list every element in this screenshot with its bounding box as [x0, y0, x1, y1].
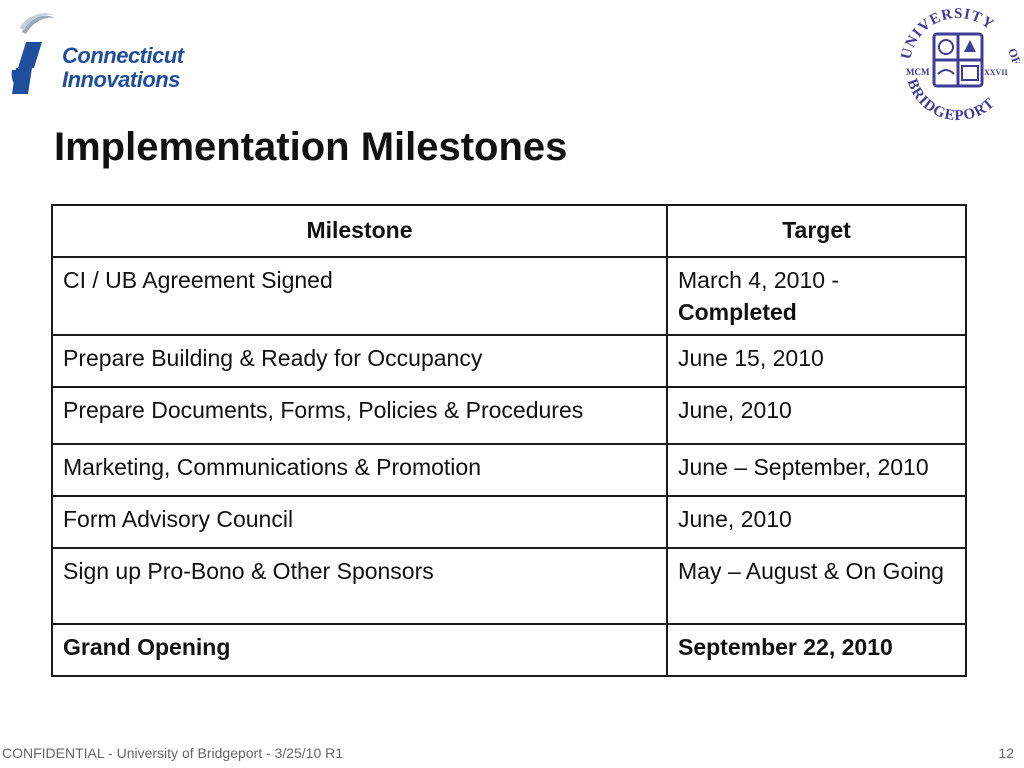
ci-logo-line2: Innovations [62, 67, 180, 92]
ub-shield-icon [934, 34, 982, 86]
milestone-cell: Prepare Documents, Forms, Policies & Procedures [52, 387, 667, 444]
target-cell: May – August & On Going [667, 548, 966, 624]
target-cell: June, 2010 [667, 387, 966, 444]
ub-seal-bottom-text: BRIDGEPORT [903, 76, 999, 122]
target-date: March 4, 2010 - [678, 267, 840, 293]
ub-seal-left-mark: MCM [906, 67, 930, 77]
table-row [52, 624, 966, 676]
ci-swoosh-icon [6, 8, 62, 100]
target-cell: June, 2010 [667, 496, 966, 548]
ub-seal-right-mark: XXVII [984, 68, 1008, 77]
milestone-cell: Grand Opening [52, 624, 667, 676]
page-number: 12 [998, 745, 1014, 761]
milestone-cell: CI / UB Agreement Signed [52, 257, 667, 335]
target-cell: June 15, 2010 [667, 335, 966, 387]
ub-seal-top-text: UNIVERSITY [898, 5, 998, 61]
target-cell: June – September, 2010 [667, 444, 966, 496]
table-row [52, 335, 966, 387]
target-status: Completed [678, 299, 797, 325]
milestone-cell: Marketing, Communications & Promotion [52, 444, 667, 496]
column-header-target: Target [667, 205, 966, 257]
target-cell: September 22, 2010 [667, 624, 966, 676]
svg-text:BRIDGEPORT [904, 77, 999, 122]
target-cell [667, 257, 966, 335]
milestone-cell: Prepare Building & Ready for Occupancy [52, 335, 667, 387]
university-of-bridgeport-seal [896, 4, 1020, 122]
page-title: Implementation Milestones [54, 125, 568, 169]
table-row [52, 387, 966, 444]
footer-confidential-text: CONFIDENTIAL - University of Bridgeport - 3/25/10 R1 [2, 745, 344, 761]
column-header-milestone: Milestone [52, 205, 667, 257]
table-header-row [52, 205, 966, 257]
milestone-cell: Sign up Pro-Bono & Other Sponsors [52, 548, 667, 624]
milestones-table [51, 204, 967, 677]
milestone-cell: Form Advisory Council [52, 496, 667, 548]
connecticut-innovations-logo [6, 8, 206, 100]
table-row [52, 496, 966, 548]
ub-seal-of-text: OF [1005, 46, 1020, 67]
table-row [52, 444, 966, 496]
table-row [52, 257, 966, 335]
ci-logo-line1: Connecticut [62, 43, 184, 68]
table-row [52, 548, 966, 624]
